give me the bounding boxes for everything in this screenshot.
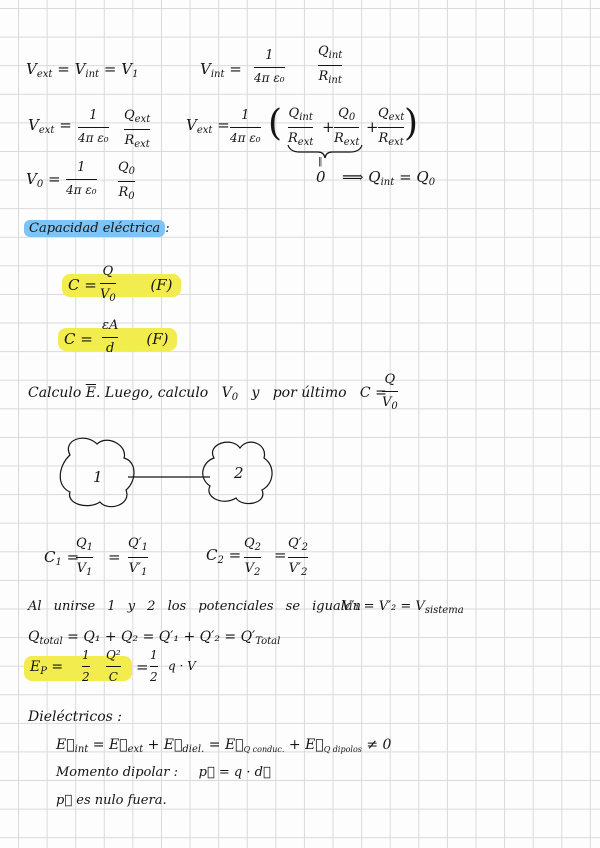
momento-line: Momento dipolar : p⃗ = q · d⃗ xyxy=(56,765,271,780)
r3-conclusion: ⟹ $Q_{int} = Q_0$ xyxy=(342,168,436,188)
r2-frac-2: $Q_{ext}$ $R_{ext}$ xyxy=(124,108,151,150)
r2-vext: $V_{ext}$ = xyxy=(186,116,230,136)
ep-lhs: $E_P$ = xyxy=(24,656,132,681)
r1-lhs: $V_{ext} = V_{int} = V_1$ xyxy=(26,60,139,80)
r1-vint: $V_{int}$ = xyxy=(200,60,242,80)
r4-eq4: = xyxy=(274,546,287,564)
ep-tail: q · V xyxy=(168,659,196,673)
ep-frac-3: 1 2 xyxy=(150,648,158,684)
r3-frac-1: 1 4π ε₀ xyxy=(66,160,97,197)
r4-eq2: = xyxy=(108,548,121,566)
cap-heading: Capacidad eléctrica : xyxy=(24,222,170,235)
r2-part-2: $Q_0$ $R_{ext}$ xyxy=(334,106,360,148)
calc-line: Calculo $\overline{E}$. Luego, calculo $V_0$ y por último C = xyxy=(28,385,387,403)
calc-frac: Q $V_0$ xyxy=(382,372,398,412)
eint-eqn: $E⃗_{int}$ = $E⃗_{ext}$ + $E⃗_{diel.}$ = $E⃗_{Q conduc.}$ + $E⃗_{Q dipolos} \ne 0$ xyxy=(56,737,392,755)
r4-c1: $C_1$ = xyxy=(44,548,80,568)
r2-part-1: $Q_{int}$ $R_{ext}$ xyxy=(288,106,314,148)
c1-frac: Q $V_0$ xyxy=(100,264,116,304)
r2-plus-2: + xyxy=(366,118,379,136)
qtotal-eqn: $Q_{total} = Q_1 + Q_2 = Q'_1 + Q'_2 = Q'_{Total}$ xyxy=(28,629,281,647)
ep-frac-2: Q² C xyxy=(106,648,121,684)
r3-zero-mark: ‖ xyxy=(318,157,323,167)
c1-formula: C = (F) xyxy=(62,274,181,297)
r2-lparen: ( xyxy=(268,103,283,144)
c2-formula: C = (F) xyxy=(58,328,177,351)
r2-frac-3: 1 4π ε₀ xyxy=(230,108,261,145)
r2-rparen: ) xyxy=(404,103,419,144)
ep-frac-1: 1 2 xyxy=(82,648,90,684)
r2-frac-1: 1 4π ε₀ xyxy=(78,108,109,145)
r4-frac-2: $Q'_1$ $V'_1$ xyxy=(128,536,148,578)
r3-frac-2: $Q_0$ $R_0$ xyxy=(118,160,136,202)
r1-frac-2: $Q_{int}$ $R_{int}$ xyxy=(318,44,343,86)
union-text: Al unirse 1 y 2 los potenciales se igualan xyxy=(28,599,362,614)
r3-lhs: $V_0$ = xyxy=(26,170,61,190)
r4-frac-4: $Q'_2$ $V'_2$ xyxy=(288,536,308,578)
union-eqn: $V'_1 = V'_2 = V_{sistema}$ xyxy=(342,599,464,616)
c2-frac: εA d xyxy=(102,318,119,356)
diel-heading: Dieléctricos : xyxy=(28,709,123,725)
ep-eq2: = xyxy=(136,658,149,676)
r2-part-3: $Q_{ext}$ $R_{ext}$ xyxy=(378,106,405,148)
r4-c2: $C_2$ = xyxy=(206,546,242,566)
r2-lhs: $V_{ext}$ = xyxy=(28,116,72,136)
blob-label-1: 1 xyxy=(93,468,103,486)
r4-frac-3: $Q_2$ $V_2$ xyxy=(244,536,262,578)
pnulo-line: p⃗ es nulo fuera. xyxy=(56,793,167,808)
r1-frac-1: 1 4π ε₀ xyxy=(254,48,285,85)
blob-label-2: 2 xyxy=(234,464,244,482)
r2-plus-1: + xyxy=(322,118,335,136)
r3-zero: 0 xyxy=(316,168,326,186)
r4-frac-1: $Q_1$ $V_1$ xyxy=(76,536,94,578)
